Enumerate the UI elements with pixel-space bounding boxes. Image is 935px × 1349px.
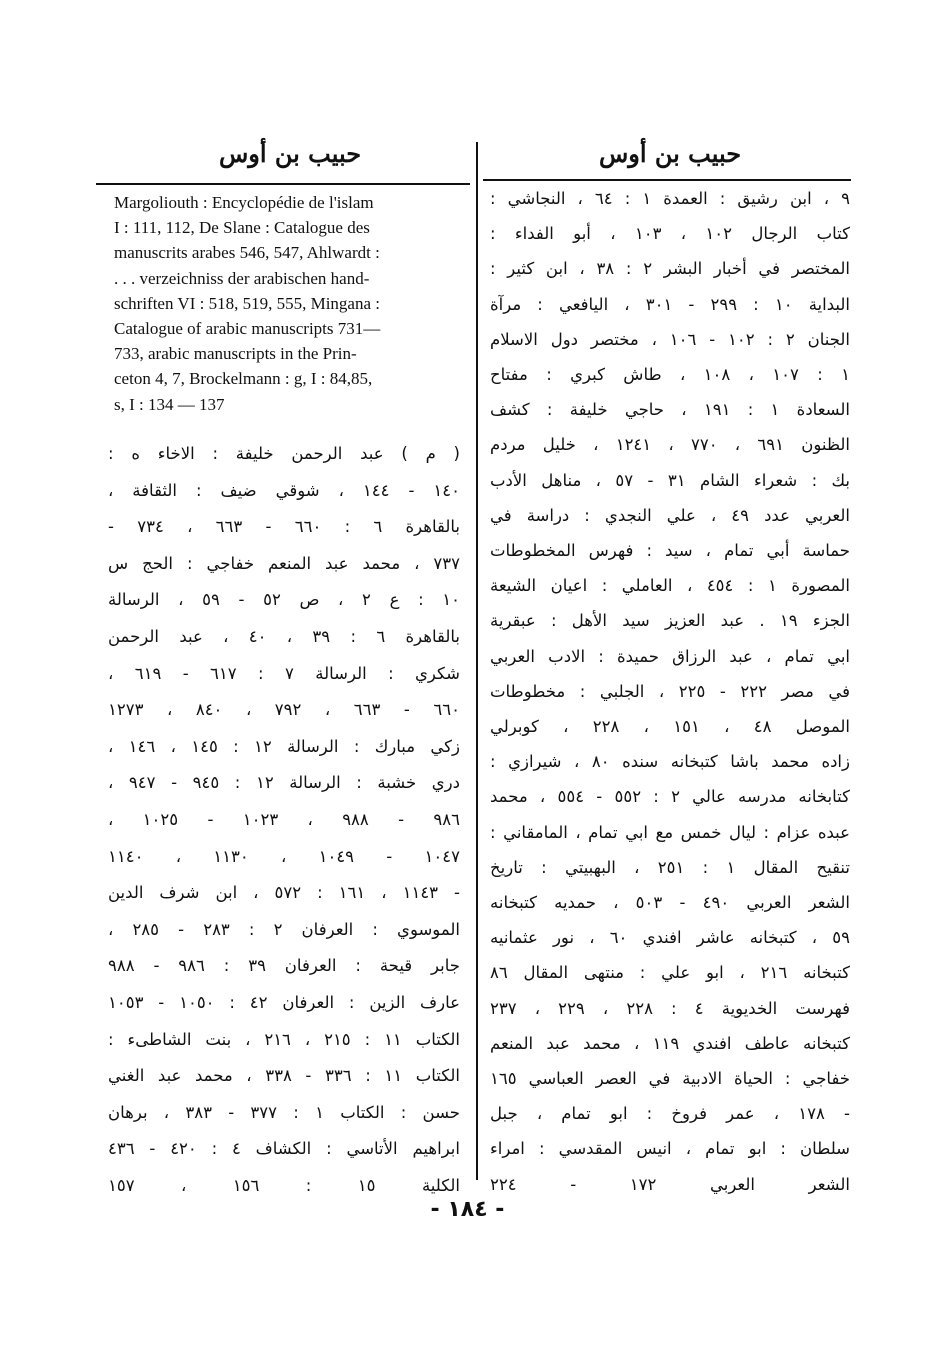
arabic-text-line: خفاجي : الحياة الادبية في العصر العباسي ١٦٥ [490,1069,850,1089]
arabic-text-line: دري خشبة : الرسالة ١٢ : ٩٤٥ - ٩٤٧ ، [108,773,460,793]
page-number: - ١٨٤ - [430,1197,505,1222]
left-column-header: حبيب بن أوس [218,139,362,168]
arabic-text-line: ٦٦٠ - ٦٦٣ ، ٧٩٢ ، ٨٤٠ ، ١٢٧٣ [108,700,460,720]
latin-text-line: s, I : 134 — 137 [114,394,225,414]
arabic-text-line: الكلية ١٥ : ١٥٦ ، ١٥٧ [108,1175,460,1195]
arabic-text-line: السعادة ١ : ١٩١ ، حاجي خليفة : كشف [490,400,850,420]
arabic-text-line: البداية ١٠ : ٢٩٩ - ٣٠١ ، اليافعي : مرآة [490,294,850,314]
arabic-text-line: تنقيح المقال ١ : ٢٥١ ، البهبيتي : تاريخ [490,857,850,877]
arabic-text-line: ١ : ١٠٧ ، ١٠٨ ، طاش كبري : مفتاح [490,365,850,385]
left-header-rule [96,183,470,185]
arabic-text-line: ٥٩ ، كتبخانه عاشر افندي ٦٠ ، نور عثمانيه [490,928,850,948]
arabic-text-line: حسن : الكتاب ١ : ٣٧٧ - ٣٨٣ ، برهان [108,1102,460,1122]
arabic-text-line: المختصر في أخبار البشر ٢ : ٣٨ ، ابن كثير : [490,259,850,279]
arabic-text-line: الموصل ٤٨ ، ١٥١ ، ٢٢٨ ، كوبرلي [490,717,850,737]
arabic-text-line: ١٠ : ع ٢ ، ص ٥٢ - ٥٩ ، الرسالة [108,590,460,610]
arabic-text-line: ابراهيم الأتاسي : الكشاف ٤ : ٤٢٠ - ٤٣٦ [108,1139,460,1159]
column-divider [476,142,478,1180]
arabic-text-line: ١٤٠ - ١٤٤ ، شوقي ضيف : الثقافة ، [108,480,460,500]
arabic-text-line: ٧٣٧ ، محمد عبد المنعم خفاجي : الحج س [108,553,460,573]
arabic-text-line: كتبخانه ٢١٦ ، ابو علي : منتهى المقال ٨٦ [490,963,850,983]
left-arabic-bibliography [108,436,460,1204]
arabic-text-line: الجزء ١٩ . عبد العزيز سيد الأهل : عبقرية [490,611,850,631]
arabic-text-line: العربي عدد ٤٩ ، علي النجدي : دراسة في [490,505,850,525]
arabic-text-line: الظنون ٦٩١ ، ٧٧٠ ، ١٢٤١ ، خليل مردم [490,435,850,455]
arabic-text-line: عارف الزين : العرفان ٤٢ : ١٠٥٠ - ١٠٥٣ [108,992,460,1012]
right-column-header: حبيب بن أوس [598,139,742,168]
latin-text-line: ceton 4, 7, Brockelmann : g, I : 84,85, [114,369,373,389]
arabic-text-line: الشعر العربي ١٧٢ - ٢٢٤ [490,1174,850,1194]
right-arabic-bibliography [490,181,850,1202]
arabic-text-line: زكي مبارك : الرسالة ١٢ : ١٤٥ ، ١٤٦ ، [108,736,460,756]
arabic-text-line: بك : شعراء الشام ٣١ - ٥٧ ، مناهل الأدب [490,470,850,490]
arabic-text-line: جابر قيحة : العرفان ٣٩ : ٩٨٦ - ٩٨٨ [108,956,460,976]
arabic-text-line: فهرست الخديوية ٤ : ٢٢٨ ، ٢٢٩ ، ٢٣٧ [490,998,850,1018]
arabic-text-line: الموسوي : العرفان ٢ : ٢٨٣ - ٢٨٥ ، [108,919,460,939]
arabic-text-line: سلطان : ابو تمام ، انيس المقدسي : امراء [490,1139,850,1159]
latin-text-line: Margoliouth : Encyclopédie de l'islam [114,193,374,212]
arabic-text-line: عبده عزام : ليال خمس مع ابي تمام ، المامقاني : [490,822,850,842]
arabic-text-line: الشعر العربي ٤٩٠ - ٥٠٣ ، حمديه كتبخانه [490,893,850,913]
latin-text-line: . . . verzeichniss der arabischen hand- [114,268,370,288]
arabic-text-line: ( م ) عبد الرحمن خليفة : الاخاء ه : [108,444,460,463]
arabic-text-line: كتبخانه عاطف افندي ١١٩ ، محمد عبد المنعم [490,1033,850,1053]
latin-text-line: I : 111, 112, De Slane : Catalogue des [114,218,370,238]
arabic-text-line: - ١١٤٣ ، ١٦١ : ٥٧٢ ، ابن شرف الدين [108,883,460,903]
arabic-text-line: شكري : الرسالة ٧ : ٦١٧ - ٦١٩ ، [108,663,460,683]
arabic-text-line: - ١٧٨ ، عمر فروخ : ابو تمام ، جبل [490,1104,850,1124]
latin-text-line: 733, arabic manuscripts in the Prin- [114,344,357,364]
arabic-text-line: ٩ ، ابن رشيق : العمدة ١ : ٦٤ ، النجاشي : [490,189,850,208]
arabic-text-line: الجنان ٢ : ١٠٢ - ١٠٦ ، مختصر دول الاسلام [490,329,850,349]
arabic-text-line: حماسة أبي تمام ، سيد : فهرس المخطوطات [490,541,850,561]
latin-text-line: schriften VI : 518, 519, 555, Mingana : [114,293,380,313]
arabic-text-line: بالقاهرة ٦ : ٣٩ ، ٤٠ ، عبد الرحمن [108,626,460,646]
latin-text-line: manuscrits arabes 546, 547, Ahlwardt : [114,243,380,263]
arabic-text-line: الكتاب ١١ : ٢١٥ ، ٢١٦ ، بنت الشاطىء : [108,1029,460,1049]
arabic-text-line: بالقاهرة ٦ : ٦٦٠ - ٦٦٣ ، ٧٣٤ - [108,517,460,537]
latin-text-line: Catalogue of arabic manuscripts 731— [114,319,381,339]
arabic-text-line: كتاب الرجال ١٠٢ ، ١٠٣ ، أبو الفداء : [490,224,850,244]
arabic-text-line: ابي تمام ، عبد الرزاق حميدة : الادب العربي [490,646,850,666]
arabic-text-line: في مصر ٢٢٢ - ٢٢٥ ، الجلبي : مخطوطات [490,681,850,701]
arabic-text-line: الكتاب ١١ : ٣٣٦ - ٣٣٨ ، محمد عبد الغني [108,1066,460,1086]
arabic-text-line: ١٠٤٧ - ١٠٤٩ ، ١١٣٠ ، ١١٤٠ [108,846,460,866]
arabic-text-line: زاده محمد باشا كتبخانه سنده ٨٠ ، شيرازي : [490,752,850,772]
latin-bibliography [114,190,460,417]
arabic-text-line: كتابخانه مدرسه عالي ٢ : ٥٥٢ - ٥٥٤ ، محمد [490,787,850,807]
arabic-text-line: ٩٨٦ - ٩٨٨ ، ١٠٢٣ - ١٠٢٥ ، [108,809,460,829]
arabic-text-line: المصورة ١ : ٤٥٤ ، العاملي : اعيان الشيعة [490,576,850,596]
